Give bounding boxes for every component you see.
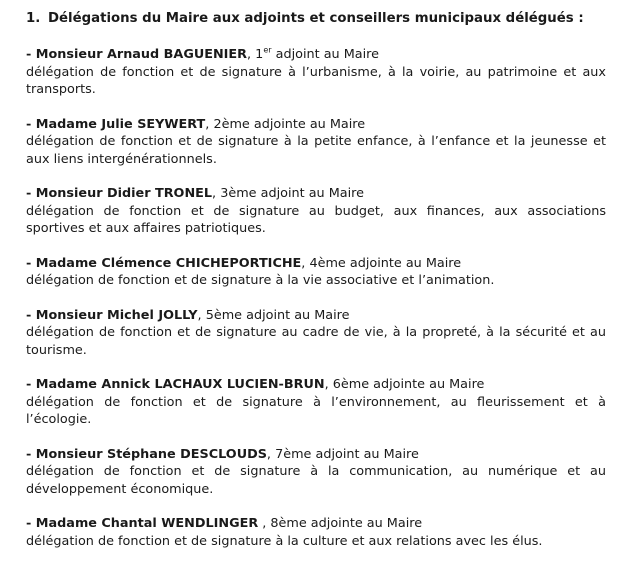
entry-header [26, 446, 606, 464]
entry-separator: , [266, 446, 276, 462]
document-page [26, 10, 606, 567]
entry-description: délégation de fonction et de signature à la petite enfance, à l’enfance et la jeunesse et aux liens intergénérationnels. [26, 134, 606, 167]
entry-description: délégation de fonction et de signature à la communication, au numérique et au développement économique. [26, 464, 606, 497]
entry-prefix: - [26, 255, 36, 271]
entry-name: Madame Chantal WENDLINGER [35, 516, 259, 531]
entry-role: 2ème adjointe au Maire [213, 116, 366, 132]
section-number: 1. [26, 11, 41, 26]
entry-description: délégation de fonction et de signature au budget, aux finances, aux associations sportives et aux affaires patriotiques. [26, 203, 606, 236]
entry-role: adjoint au Maire [271, 47, 380, 62]
delegation-entry [26, 307, 606, 360]
entry-name: Monsieur Michel JOLLY [35, 307, 198, 323]
entry-name: Madame Annick LACHAUX LUCIEN-BRUN [35, 377, 325, 392]
entry-description: délégation de fonction et de signature à l’environnement, au fleurissement et à l’écologie. [26, 394, 606, 427]
entry-role: 7ème adjoint au Maire [275, 446, 419, 462]
entry-name: Monsieur Stéphane DESCLOUDS [35, 446, 267, 462]
entry-prefix: - [26, 186, 36, 201]
entry-description: délégation de fonction et de signature à la culture et aux relations avec les élus. [26, 533, 543, 549]
delegation-entry [26, 46, 606, 99]
entry-header [26, 515, 606, 533]
entry-prefix: - [26, 307, 36, 323]
entry-header [26, 307, 606, 325]
entry-role: 4ème adjointe au Maire [309, 255, 462, 271]
entry-separator: , [258, 516, 271, 531]
entry-name: Madame Clémence CHICHEPORTICHE [35, 255, 302, 271]
entry-separator: , [212, 186, 221, 201]
entry-header [26, 255, 606, 273]
entry-rank-number: 1 [255, 47, 264, 62]
entry-prefix: - [26, 446, 36, 462]
delegation-entry [26, 376, 606, 429]
entry-role: 3ème adjoint au Maire [220, 186, 365, 201]
entry-prefix: - [26, 516, 36, 531]
entry-header [26, 376, 606, 394]
entry-separator: , [247, 47, 256, 62]
delegation-entry [26, 185, 606, 238]
entry-header [26, 185, 606, 203]
entry-separator: , [301, 255, 310, 271]
entry-role: 6ème adjointe au Maire [332, 377, 485, 392]
delegation-entry [26, 515, 606, 550]
entry-separator: , [197, 307, 206, 323]
entry-separator: , [205, 116, 214, 132]
entry-name: Monsieur Arnaud BAGUENIER [35, 47, 248, 62]
entry-role: 5ème adjoint au Maire [205, 307, 350, 323]
entry-rank-superscript: er [263, 45, 272, 55]
entry-name: Madame Julie SEYWERT [35, 116, 206, 132]
entry-separator: , [324, 377, 333, 392]
entry-prefix: - [26, 377, 36, 392]
section-title: Délégations du Maire aux adjoints et conseillers municipaux délégués : [48, 11, 584, 26]
entry-prefix: - [26, 116, 36, 132]
entry-header [26, 46, 606, 64]
entry-description: délégation de fonction et de signature à l’urbanisme, à la voirie, au patrimoine et aux transports. [26, 64, 606, 97]
entry-name: Monsieur Didier TRONEL [35, 186, 213, 201]
delegation-entry [26, 255, 606, 290]
entry-prefix: - [26, 47, 36, 62]
section-heading [26, 10, 606, 28]
delegation-entry [26, 116, 606, 169]
entry-header [26, 116, 606, 134]
entry-description: délégation de fonction et de signature à la vie associative et l’animation. [26, 273, 495, 288]
entry-description: délégation de fonction et de signature au cadre de vie, à la propreté, à la sécurité et au tourisme. [26, 325, 606, 358]
entry-role: 8ème adjointe au Maire [270, 516, 423, 531]
delegation-entry [26, 446, 606, 499]
